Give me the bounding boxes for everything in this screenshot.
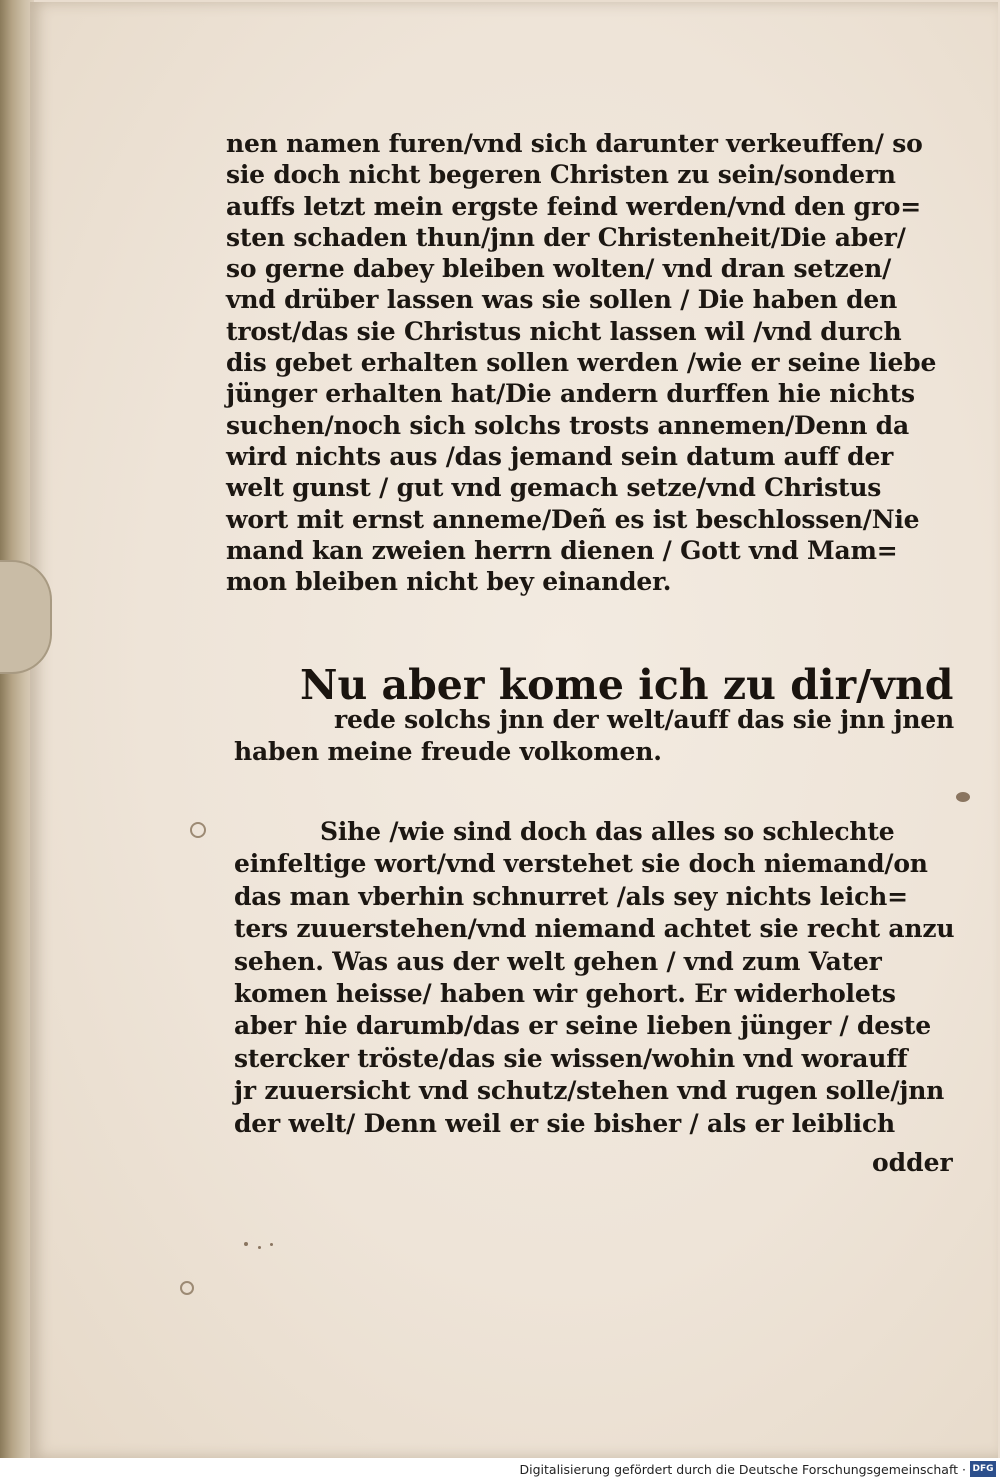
text-line: stercker tröste/das sie wissen/wohin vnd worauff — [234, 1043, 908, 1073]
text-line: ters zuuerstehen/vnd niemand achtet sie recht anzu — [234, 914, 955, 944]
dfg-logo: DFG — [970, 1461, 996, 1477]
text-line: das man vberhin schnurret /als sey nichts leich= — [234, 881, 908, 911]
paper-speck — [270, 1243, 273, 1246]
text-line: wird nichts aus /das jemand sein datum auff der — [226, 441, 894, 471]
text-line: so gerne dabey bleiben wolten/ vnd dran setzen/ — [226, 254, 892, 284]
paragraph-2 — [234, 816, 955, 1140]
text-line: jünger erhalten hat/Die andern durffen hie nichts — [226, 379, 915, 409]
page-tab — [0, 560, 52, 674]
text-line: mand kan zweien herrn dienen / Gott vnd Mam= — [226, 535, 898, 565]
paper-speck — [180, 1281, 194, 1295]
text-line: sten schaden thun/jnn der Christenheit/Die aber/ — [226, 222, 906, 252]
text-line: aber hie darumb/das er seine lieben jünger / deste — [234, 1011, 931, 1041]
text-line: vnd drüber lassen was sie sollen / Die haben den — [226, 285, 898, 315]
paper-speck — [244, 1242, 248, 1246]
text-line: sie doch nicht begeren Christen zu sein/sondern — [226, 160, 896, 190]
binding-edge — [0, 0, 34, 1458]
digitization-footer — [0, 1458, 1000, 1482]
text-line: rede solchs jnn der welt/auff das sie jnn jnen — [334, 705, 954, 734]
section-heading: Nu aber kome ich zu dir/vnd — [300, 661, 954, 709]
text-line: suchen/noch sich solchs trosts annemen/Denn da — [226, 410, 909, 440]
text-line: nen namen furen/vnd sich darunter verkeuffen/ so — [226, 129, 923, 158]
text-line: sehen. Was aus der welt gehen / vnd zum Vater — [234, 946, 882, 976]
footer-credit: Digitalisierung gefördert durch die Deutsche Forschungsgemeinschaft · — [519, 1462, 966, 1477]
text-line: wort mit ernst anneme/Deñ es ist beschlossen/Nie — [226, 504, 920, 534]
text-line: komen heisse/ haben wir gehort. Er widerholets — [234, 979, 896, 1009]
text-line: einfeltige wort/vnd verstehet sie doch niemand/on — [234, 849, 928, 879]
text-line: jr zuuersicht vnd schutz/stehen vnd rugen solle/jnn — [234, 1076, 945, 1106]
heading-continuation — [234, 704, 954, 768]
text-line: Sihe /wie sind doch das alles so schlechte — [320, 817, 895, 846]
text-line: dis gebet erhalten sollen werden /wie er seine liebe — [226, 348, 937, 378]
text-line: mon bleiben nicht bey einander. — [226, 567, 672, 597]
paper-speck — [956, 792, 970, 802]
text-line: trost/das sie Christus nicht lassen wil /vnd durch — [226, 316, 902, 346]
text-line: der welt/ Denn weil er sie bisher / als er leiblich — [234, 1108, 895, 1138]
paper-speck — [258, 1246, 261, 1249]
text-line: haben meine freude volkomen. — [234, 737, 662, 766]
paper-speck — [190, 822, 206, 838]
catchword: odder — [872, 1148, 953, 1177]
text-line: welt gunst / gut vnd gemach setze/vnd Christus — [226, 473, 882, 503]
paragraph-1 — [226, 128, 946, 597]
text-line: auffs letzt mein ergste feind werden/vnd den gro= — [226, 191, 922, 221]
